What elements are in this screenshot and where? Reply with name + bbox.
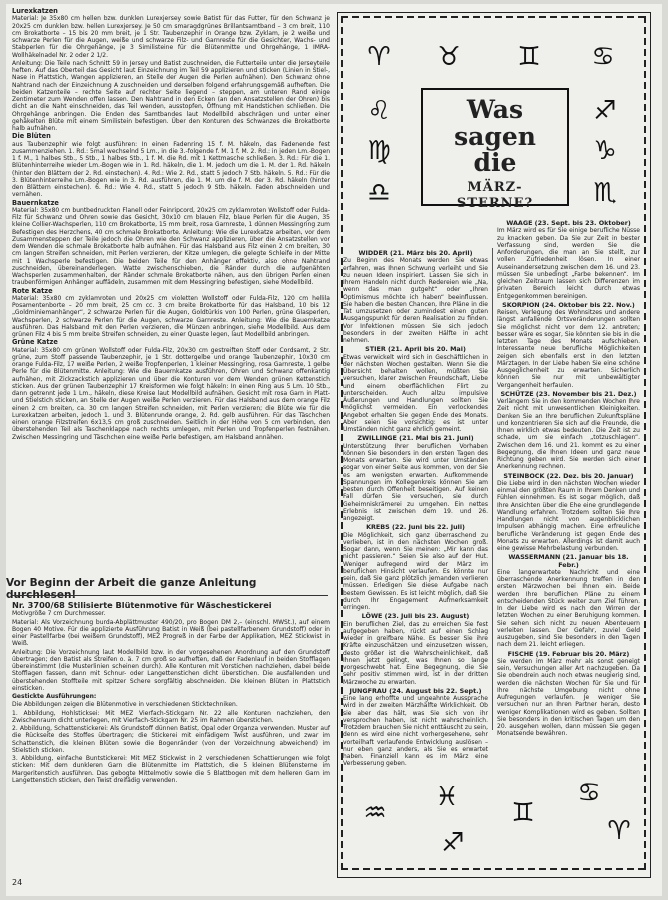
aquarius-icon: ♒: [363, 798, 387, 828]
section-text: Material: 35x80 cm zyklamroten und 20x25 cm violetten Wollstoff oder Fulda-Filz, 120 cm hellila Posamentenborte – 20 mm breit, 25 cm cc. 3 cm breite Brokatborte für das Halsband, 10 bis 12 „Goldminiemanhänger“, 2 schwarze Perlen für die Augen, Goldtürkis von 100 Perlen, grüne Glasperlen, Wachsperlen, 2 schwarze Perlen für die Augen, schwarze Garnreste. Anleitung: Wie die Bauernkatze ausführen. Das Halsband mit den Perlen verzieren, die Münzen anbringen, siehe Modellbild. Aus dem grünen Filz 4 bis 5 mm breite Streifen schneiden, zu einer Quaste legen, laut Modellbild anbringen.: [12, 294, 330, 338]
sign-text: Reisen, Verlegung des Wohnsitzes und andere längst anfallende Ortsveränderungen sollten Sie möglichst nicht vor dem 12. antreten; besser wäre es sogar, Sie könnten sie bis in die letzten Tage des Monats aufschieben. Interessante neue berufliche Möglichkeiten zeigen sich ebenfalls erst in den letzten Märztagen. In der Liebe haben Sie eine schöne Ausgeglichenheit zu erwarten. Sicherlich können Sie nur mit unbewältigter Vergangenheit herfaulen.: [497, 309, 640, 389]
sign-heading: SKORPION (24. Oktober bis 22. Nov.): [502, 300, 635, 309]
paragraph: Gestickte Ausführungen:: [12, 693, 97, 700]
section-title: Rote Katze: [12, 286, 53, 295]
cancer-icon: ♋: [577, 778, 601, 808]
sign-heading: WIDDER (21. März bis 20. April): [358, 249, 473, 257]
gemini-icon: ♊: [511, 798, 535, 828]
horoscope-title-box: [421, 88, 569, 211]
sign-text: Die Liebe wird in den nächsten Wochen wieder einmal den größten Raum in Ihrem Denken und Fühlen einnehmen. Es ist sogar möglich, daß Ihre Ansichten über die Ehe eine grundlegende Wandlung erfahren. Trotzdem sollten Sie Ihre Handlungen nicht von augenblicklichen Impulsen abhängig machen. Eine erfreuliche berufliche Veränderung ist gegen Ende des Monats zu erwarten. Allerdings ist damit auch eine gewisse Mehrbelastung verbunden.: [497, 479, 641, 552]
sign-text: Unterstützung Ihrer beruflichen Vorhaben können Sie besonders in den ersten Tagen des Monats erwarten. Sie wird unter Umständen sogar von einer Seite aus kommen, von der Sie es am wenigsten erwarten. Aufkommende Spannungen im Kollegenkreis können Sie am besten durch Offenheit beseitigen. Auf keinen Fall dürfen Sie versuchen, sie durch Geheimniskrämerei zu umgehen. Ein nettes Erlebnis ist zwischen dem 19. und 26. angezeigt.: [343, 442, 488, 522]
embroidery-heading: Nr. 3700/68 Stilisierte Blütenmotive für Wäschestickerei: [12, 600, 272, 610]
divider: [12, 595, 328, 596]
dashed-border-bottom: [341, 868, 645, 870]
sign-text: Ein beruflichen Ziel, das zu erreichen Sie fest aufgegeben haben, rückt auf einen Schlag wieder in greifbare Nähe. Es besser Sie ihre Kräfte einzuschätzen und einzusetzen wissen, desto größer ist die Wahrscheinlichkeit, daß Ihnen jetzt gelingt, was Ihnen so lange vorgeschwebt hat. Eine Begegnung, die Sie sehr positiv stimmen wird, ist in der dritten Märzwoche zu erwarten.: [343, 620, 488, 686]
section-lurexkatzen: [12, 8, 330, 132]
sagittarius-icon: ♐: [441, 828, 465, 858]
section-text: aus Taubenzephir wie folgt ausführen: In einen Fadenring 15 f. M. häkeln, das Fadenende fest zusammenziehen. 1. Rd.: 5mal wechselnd 5 Lm., in die 3.-folgende f. M. 1 f. M. 2. Rd.: in jeden Lm.-Bogen 1 f. M., 1 halbes Stb., 5 Stb., 1 halbes Stb., 1 f. M. die Rd. mit 1 Kettmasche schließen. 3. Rd.: Für die 1. Blütenhinterreihe wieder Lm.-Bogen wie in 1. Rd. häkeln, die 1. M. jedoch um die 1. M. der 1. Rd. häkeln (hinter den Blättern der 2. Rd. einstechen). 4. Rd.: Wie 2. Rd., statt 5 jedoch 7 Stb. häkeln. 5. Rd.: Für die 3. Blütenhinterreihe Lm.-Bogen wie in 3. Rd. ausführen, die 1. M. um die f. M. der 3. Rd. häkeln (hinter den Blättern einstechen). 6. Rd.: Wie 4. Rd., statt 5 jedoch 9 Stb. häkeln. Faden abschneiden und vernähen.: [12, 140, 330, 199]
embroidery-instructions: [12, 600, 330, 785]
paragraph: 1. Abbildung, Hohlsticksei: Mit MEZ Vierfach-Stickgarn Nr. 22 alle Konturen nachziehen, den Zwischenraum dicht unterlegen, mit Vierfach-Stickgarn Nr. 25 im Rahmen überstichen.: [12, 709, 330, 724]
column-divider: [492, 248, 493, 730]
section-text: Material: Je 35x80 cm hellen bzw. dunklen Lurexjersey sowie Batist für das Futter, für den Schwanz je 20x25 cm dunklen bzw. hellen Lurexjersey. Je 50 cm smaragdgrünes Brillantsamtband – 3 cm breit, 110 cm Brokatborte – 15 bis 20 mm breit, je 1 Str. Taubenzephir in Orange bzw. Zyklam, je 2 weiße und schwarze Perlen für die Augen, weiße und schwarze Filz- und Garnreste für die Gesichter, Wachs- und Stabperlen für die Ohrgehänge, je 3 Similisteine für die Blütenmitte und Ohrgehänge, 1 IMRA-Wollhäkelnadel Nr. 2 oder 2 1/2.: [12, 15, 330, 59]
dashed-border-top: [341, 16, 645, 18]
sign-text: Zu Beginn des Monats werden Sie etwas erfahren, was Ihnen Schwung verleiht und Sie zu neuen Ideen inspiriert. Lassen Sie sich in Ihrem Handeln nicht durch Redereien wie „Na, wenn das man gutgeht“ oder „Ihren Optimismus möchte ich haben“ beeinflussen. Sie haben die besten Chancen, Ihre Pläne in die Tat umzusetzen oder zumindest einen guten Ausgangspunkt für deren Realisation zu finden. Vor Infektionen müssen Sie sich jedoch besonders in der zweiten Hälfte in acht nehmen.: [343, 257, 488, 344]
sign-heading: WAAGE (23. Sept. bis 23. Oktober): [506, 219, 631, 227]
paragraph: Motivgröße 7 cm Durchmesser.: [12, 610, 106, 618]
title-line-3: MÄRZ- STERNE?: [456, 180, 534, 211]
dashed-border-right: [644, 16, 646, 870]
section-text: Material: 35x80 cm grünen Wollstoff oder Fulda-Filz, 20x30 cm gestreiften Stoff oder Cordsamt, 2 Str. grüne, zum Stoff passende Taubenzephir, je 1 Str. dottergelbe und orange Taubenzephir, 10x30 cm orange Fulda-Filz, 17 weiße Perlen, 2 weiße Tropfenperlen, 1 kleiner Messingring, rosa Garnreste, 1 gelbe Perle für die Blütenmitte. Anleitung: Wie die Bauernkatze ausführen, Ohren und Schwanz offenkantig aufnähen, mit Zickzackstich applizieren und über die Konturen vor dem Wenden grünen Kettenstich sticken. Aus der grünen Taubenzephir 17 Kreisformen wie folgt häkeln: In einen Ring aus 5 Lm. 10 Stb., dann getrennt jede 1 Lm., häkeln, diese Kreise laut Modellbild aufnähen. Gesicht mit rosa Garn in Platt- und Stielstich sticken, an Stelle der Augen weiße Perlen verzieren. Für das Halsband aus dem orange Filz einen 2 cm breiten, ca. 30 cm langen Streifen schneiden, mit Perlen verzieren; die Blüte wie für die Lurexkatzen arbeiten, jedoch 1. und 3. Blütenrunde orange, 2. Rd. gelb ausführen. Für das Täschchen einen orange Filzstreifen 6x13,5 cm groß zuschneiden. Seitlich in der Höhe von 5 cm verbinden, den überstehenden Teil als Taschenklappe nach rechts umlegen, mit Perlen und Tropfenperlen festnähen. Zwischen Messingring und Täschchen eine weiße Perle befestigen, am Halsband annähen.: [12, 346, 330, 441]
sign-heading: SCHÜTZE (23. November bis 21. Dez.): [500, 389, 637, 398]
section-gruene-katze: [12, 339, 330, 441]
pisces-icon: ♓: [435, 782, 459, 812]
paragraph: Anleitung: Die Vorzeichnung laut Modellbild bzw. in der vorgesehenen Anordnung auf den Grundstoff übertragen; den Batist als Streifen o. ä. 7 cm groß so aufheften, daß der Fadenlauf in beiden Stofflagen übereinstimmt (die Musterlinien scheinen durch). Alle Konturen mit Vorstichen nachziehen, dabei beide Stofflagen fassen, dann mit Schnur- oder Langettenstichen dicht überstichen. Die ausfallenden und überstehenden Stoffteile mit spitzer Schere sorgfältig abschneiden. Die kleinen Blüten in Plattstich einsticken.: [12, 648, 330, 692]
sign-text: Die Möglichkeit, sich ganz überraschend zu verlieben, ist in den nächsten Wochen groß. Sogar dann, wenn Sie meinen: „Mir kann das nicht passieren.“ Seien Sie also auf der Hut. Weniger aufregend wird der März im beruflichen Hinsicht verlaufen. Es könnte nur sein, daß Sie ganz plötzlich jemanden verlieren müssen. Erledigen Sie diese Aufgabe nach bestem Gewissen. Es ist leicht möglich, daß Sie durch Ihr Engagement Aufmerksamkeit erringen.: [343, 531, 488, 611]
virgo-icon: ♍: [367, 136, 391, 166]
section-rote-katze: [12, 288, 330, 339]
section-blueten: [12, 133, 330, 198]
sign-heading: LÖWE (23. Juli bis 23. August): [361, 612, 470, 621]
gemini-icon: ♊: [517, 42, 541, 72]
taurus-icon: ♉: [437, 42, 461, 72]
sign-heading: FISCHE (19. Februar bis 20. März): [507, 649, 630, 658]
sign-heading: WASSERMANN (21. Januar bis 18. Febr.): [508, 553, 629, 569]
sign-heading: STEINBOCK (22. Dez. bis 20. Januar): [503, 471, 634, 480]
section-text: Material: 35x80 cm buntbedruckten Flanell oder Feinripcord, 20x25 cm zyklamroten Wollstoff oder Fulda-Filz für Schwanz und Ohren sowie das Gesicht, 30x10 cm blauen Filz, blaue Perlen für die Augen, 35 kleine Collier-Wachsperlen, 110 cm Brokatborte, 15 mm breit, rosa Garnreste, 1 dünnen Messingring zum Befestigen des Herzchens, 40 cm schmale Brokatborte. Anleitung: Wie die Lurexkatze arbeiten, vor dem Zusammensteppen der Teile jedoch die Ohren wie den Schwanz applizieren, über die Ansatzstellen vor dem Wenden die schmale Brokatborte halb aufnähen. Für das Halsband aus Filz einen 2 cm breiten, 30 cm langen Streifen schneiden, mit Perlen verzieren, der Kitze umlegen, die gelegte Schleife in der Mitte mit 1 Wachsperle befestigen. Die beiden Teile für den Anhänger effektiv, also ohne Nahtrand zuschneiden, übereinanderlegen. Watte zwischenschieben, die Ränder durch die aufgenähten Wachsperlen zusammenhalten, der Ränder schmale Brokatborte nähen, aus den übrigen Perlen einen traubenförmigen Anhänger auffädeln, zusammen mit dem Messingring befestigen, siehe Modellbild.: [12, 206, 330, 287]
paragraph: Material: Als Vorzeichnung burda-Abplättmuster 490/20, pro Bogen DM 2,– (einschl. MWSt.), auf einem Bogen 40 Motive. Für die applizierte Ausführung Batist in Weiß (bei pastellfarbenem Grundstoff) oder in einer Pastellfarbe (bei weißem Grundstoff), MEZ Progreß in der Farbe der Applikation, MEZ Stickwist in Weiß.: [12, 618, 330, 648]
paragraph: Die Abbildungen zeigen die Blütenmotive in verschiedenen Sticktechniken.: [12, 701, 238, 709]
sign-text: Eine langerwartete Nachricht und eine überraschende Anerkennung treffen in den ersten Märzwochen bei Ihnen ein. Beide werden Ihre beruflichen Pläne zu einem entscheidenden Stück weiter zum Ziel führen. In der Liebe wird es nach den Wirren der letzten Wochen zu einer Beruhigung kommen. Sie sehen sich nicht zu neuen Abenteuern verleiten lassen. Der Gefahr, zuviel Geld auszugeben, sind Sie besonders in den Tagen nach dem 21. leicht erliegen.: [497, 568, 640, 649]
title-line-2: die: [473, 148, 517, 177]
section-text: Anleitung: Die Teile nach Schnitt 59 in Jersey und Batist zuschneiden, die Futterteile unter die Jerseyteile heften. Auf das Oberteil das Gesicht laut Einzeichnung im Teil 59 applizieren und sticken (Linien in Stiel-, Nase in Plattstich, Wangen applizieren, an Stelle der Augen die Perlen aufnähen). Den Schwanz ohne Nahtrand nach der Einzeichnung A zuschneiden und derselben folgend erfahrungsgemäß aufheften. Die beiden Katzenteile – rechte Seite auf rechter Seite liegend – steppen, am unteren Rand einige Zentimeter zum Wenden offen lassen. Den Nahtrand in den Ecken (an den Ansatzstellen der Ohren) bis dicht an die Naht einschneiden, das Teil wenden, ausstopfen, Öffnung mit Handstichen schließen. Die Ohrgehänge anbringen. Die Enden des Samtbandes laut Modellbild abschrägen und unter einer gehäkelten Blüte mit einem Similistein befestigen. Über den Konturen des Schwanzes die Brokatborte halb aufnähen.: [12, 59, 330, 132]
sign-text: Verlängern Sie in den kommenden Wochen Ihre Zeit nicht mit unwesentlichen Kleinigkeiten. Denken Sie an Ihre beruflichen Zukunftspläne und konzentrieren Sie sich auf die Freunde, die Ihnen wirklich etwas bedeuten. Die Zeit ist zu schade, um sie einfach „totzuschlagen“. Zwischen dem 16. und 21. kommt es zu einer Begegnung, die Ihnen Ideen und ganz neue Richtung geben wird. Sie werden sich einer Anerkennung rechnen.: [497, 398, 640, 471]
sign-text: Sie werden im März mehr als sonst geneigt sein, Versuchungen aller Art nachzugeben. Da Sie obendrein auch noch etwas neugierig sind, werden die nächsten Wochen für Sie und für Ihre nächste Umgebung nicht ohne Aufregungen verlaufen. Je weniger Sie versuchen nur an Ihren Partner heran, desto weniger Komplikationen wird es geben. Sollten Sie besonders in den kritischen Tagen um den 20. ausgehen wollen, dann müssen Sie gegen Monatsende bewähren.: [497, 657, 640, 738]
sagittarius-icon: ♐: [593, 96, 617, 126]
sign-text: Eine lang erhoffte und ungeahnte Aussprache wird in der zweiten Märzhälfte Wirklichkeit. Ob sie aber das hält, was Sie sich von ihr versprochen haben, ist nicht wahrscheinlich. Trotzdem brauchen Sie nicht enttäuscht zu sein, denn es wird eine nicht vorhergesehene, sehr vorteilhaft verlaufende Entwicklung auslösen – nur eben ganz anders, als Sie es erwartet haben. Finanziell kann es im März eine Verbesserung geben.: [343, 695, 488, 768]
horoscope-right-column: [497, 218, 640, 739]
section-title: Lurexkatzen: [12, 7, 58, 15]
craft-instructions: [12, 8, 330, 442]
instruction-banner: Vor Beginn der Arbeit die ganze Anleitung durchlesen!: [6, 577, 257, 601]
sign-heading: JUNGFRAU (24. August bis 22. Sept.): [349, 686, 482, 695]
paragraph: 2. Abbildung, Schattenstickerei: Als Grundstoff dünnen Batist, Opal oder Organza verwenden. Muster auf die Rückseite des Stoffes übertragen; die Stickerei mit einfädigem Twist ausführen, und zwar im Schattenstich, die kleinen Blüten sowie die Bogenränder (von der Vorzeichnung abweichend) im Stielstich sticken.: [12, 725, 330, 754]
sign-text: Etwas verwickelt wird sich in Geschäftlichen in der nächsten Wochen gestalten. Wenn Sie die Übersicht behalten wollen, müßten Sie versuchen, klarer zwischen Freundschaft, Liebe und einem oberflächlichen Flirt zu unterscheiden. Auch allzu impulsive Äußerungen und Handlungen sollten Sie möglichst vermeiden. Ein verlockendes Angebot erhalten Sie gegen Ende des Monats. Aber seien Sie vorsichtig: es ist unter Umständen nicht ganz ehrlich gemeint.: [343, 353, 488, 433]
sign-heading: STIER (21. April bis 20. Mai): [365, 345, 466, 354]
section-title: Die Blüten: [12, 132, 51, 141]
leo-icon: ♌: [367, 96, 391, 126]
sign-heading: ZWILLINGE (21. Mai bis 21. Juni): [357, 434, 474, 443]
sign-heading: KREBS (22. Juni bis 22. Juli): [366, 523, 465, 532]
libra-icon: ♎: [367, 178, 391, 208]
capricorn-icon: ♑: [593, 136, 617, 166]
aries-icon: ♈: [607, 816, 631, 846]
page-number: 24: [12, 878, 23, 887]
paragraph: 3. Abbildung, einfache Buntstickerei: Mit MEZ Stickwist in 2 verschiedenen Schattierungen wie folgt sticken: Mit dem dunkleren Garn die Blütenmitte im Plattstich, die 5 kleinen Blütensterne im Margeritenstich ausführen. Das gebogte Mittelmotiv sowie die 5 Blattbogen mit dem helleren Garn im Langettenstich sticken, den Twist dreifädig verwenden.: [12, 755, 330, 784]
section-bauernkatze: [12, 200, 330, 287]
aries-icon: ♈: [367, 42, 391, 72]
scorpio-icon: ♏: [593, 178, 617, 208]
horoscope-left-column: [343, 248, 488, 769]
cancer-icon: ♋: [591, 42, 615, 72]
section-title: Bauernkatze: [12, 198, 59, 207]
sign-text: Im März wird es für Sie einige berufliche Nüsse zu knacken geben. Da Sie zur Zeit in bester Verfassung sind, werden Sie die Anforderungen, die man an Sie stellt, zur vollen Zufriedenheit lösen. In einer Auseinandersetzung zwischen dem 16. und 23. müssen Sie unbedingt „Farbe bekennen“. Im gleichen Zeitraum lassen sich Differenzen im privaten Bereich leicht durch etwas Entgegenkommen bereinigen.: [497, 227, 640, 300]
section-title: Grüne Katze: [12, 338, 58, 347]
title-line-1: Was sagen: [454, 95, 536, 151]
